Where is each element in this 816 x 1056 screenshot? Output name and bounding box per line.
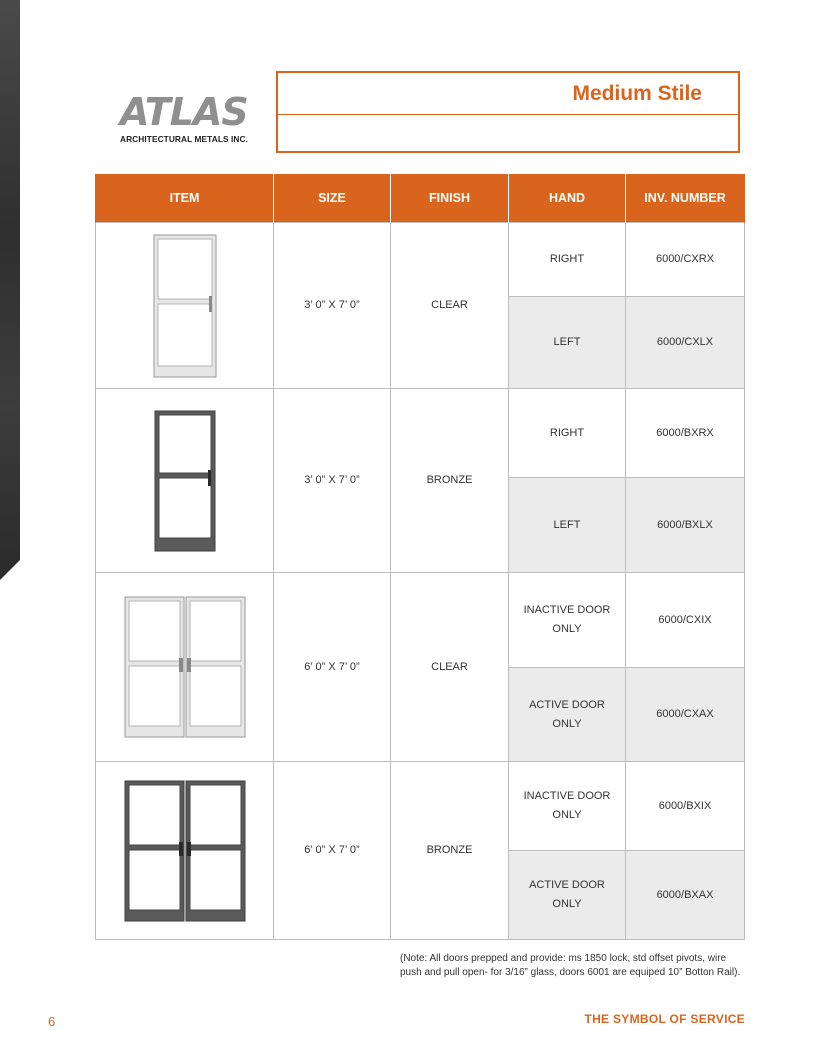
item-image-cell <box>96 223 274 389</box>
hand-cell: LEFT <box>509 297 626 389</box>
page-title: Medium Stile <box>572 82 702 105</box>
double-door-clear-icon <box>124 596 246 738</box>
header-finish: FINISH <box>391 174 509 223</box>
header-size: SIZE <box>274 174 391 223</box>
logo-mark: ATLAS <box>120 90 248 134</box>
header-inv-number: INV. NUMBER <box>626 174 745 223</box>
finish-cell: BRONZE <box>391 762 509 940</box>
item-image-cell <box>96 389 274 573</box>
hand-cell: ACTIVE DOOR ONLY <box>509 668 626 762</box>
logo-subtitle: ARCHITECTURAL METALS INC. <box>120 134 249 144</box>
finish-cell: CLEAR <box>391 573 509 762</box>
hand-cell: INACTIVE DOOR ONLY <box>509 762 626 851</box>
header-hand: HAND <box>509 174 626 223</box>
footnote: (Note: All doors prepped and provide: ms 1850 lock, std offset pivots, wire push and pull open- for 3/16” glass, doors 6001 are equiped 10” Botton Rail). <box>400 953 741 978</box>
inv-number-cell: 6000/BXLX <box>626 478 745 573</box>
item-image-cell <box>96 573 274 762</box>
inv-number-cell: 6000/CXAX <box>626 668 745 762</box>
product-table <box>95 174 745 940</box>
inv-number-cell: 6000/BXRX <box>626 389 745 478</box>
page-number: 6 <box>48 1014 56 1029</box>
size-cell: 6’ 0” X 7’ 0” <box>274 762 391 940</box>
footer-tagline: THE SYMBOL OF SERVICE <box>584 1012 745 1026</box>
header-item: ITEM <box>96 174 274 223</box>
hand-cell: ACTIVE DOOR ONLY <box>509 851 626 940</box>
double-door-bronze-icon <box>124 780 246 922</box>
finish-cell: BRONZE <box>391 389 509 573</box>
single-door-bronze-icon <box>154 410 216 552</box>
single-door-clear-icon <box>153 234 217 378</box>
title-row <box>278 73 738 115</box>
hand-cell: INACTIVE DOOR ONLY <box>509 573 626 668</box>
atlas-logo <box>120 90 249 144</box>
inv-number-cell: 6000/BXIX <box>626 762 745 851</box>
inv-number-cell: 6000/BXAX <box>626 851 745 940</box>
side-texture-decoration <box>0 0 20 580</box>
hand-cell: LEFT <box>509 478 626 573</box>
table-header-row <box>96 174 745 223</box>
table-row <box>96 573 745 668</box>
item-image-cell <box>96 762 274 940</box>
size-cell: 6’ 0” X 7’ 0” <box>274 573 391 762</box>
table-row <box>96 762 745 851</box>
hand-cell: RIGHT <box>509 389 626 478</box>
table-row <box>96 389 745 478</box>
size-cell: 3’ 0” X 7’ 0” <box>274 223 391 389</box>
hand-cell: RIGHT <box>509 223 626 297</box>
inv-number-cell: 6000/CXLX <box>626 297 745 389</box>
title-box <box>276 71 740 153</box>
finish-cell: CLEAR <box>391 223 509 389</box>
inv-number-cell: 6000/CXIX <box>626 573 745 668</box>
table-row <box>96 223 745 297</box>
size-cell: 3’ 0” X 7’ 0” <box>274 389 391 573</box>
inv-number-cell: 6000/CXRX <box>626 223 745 297</box>
